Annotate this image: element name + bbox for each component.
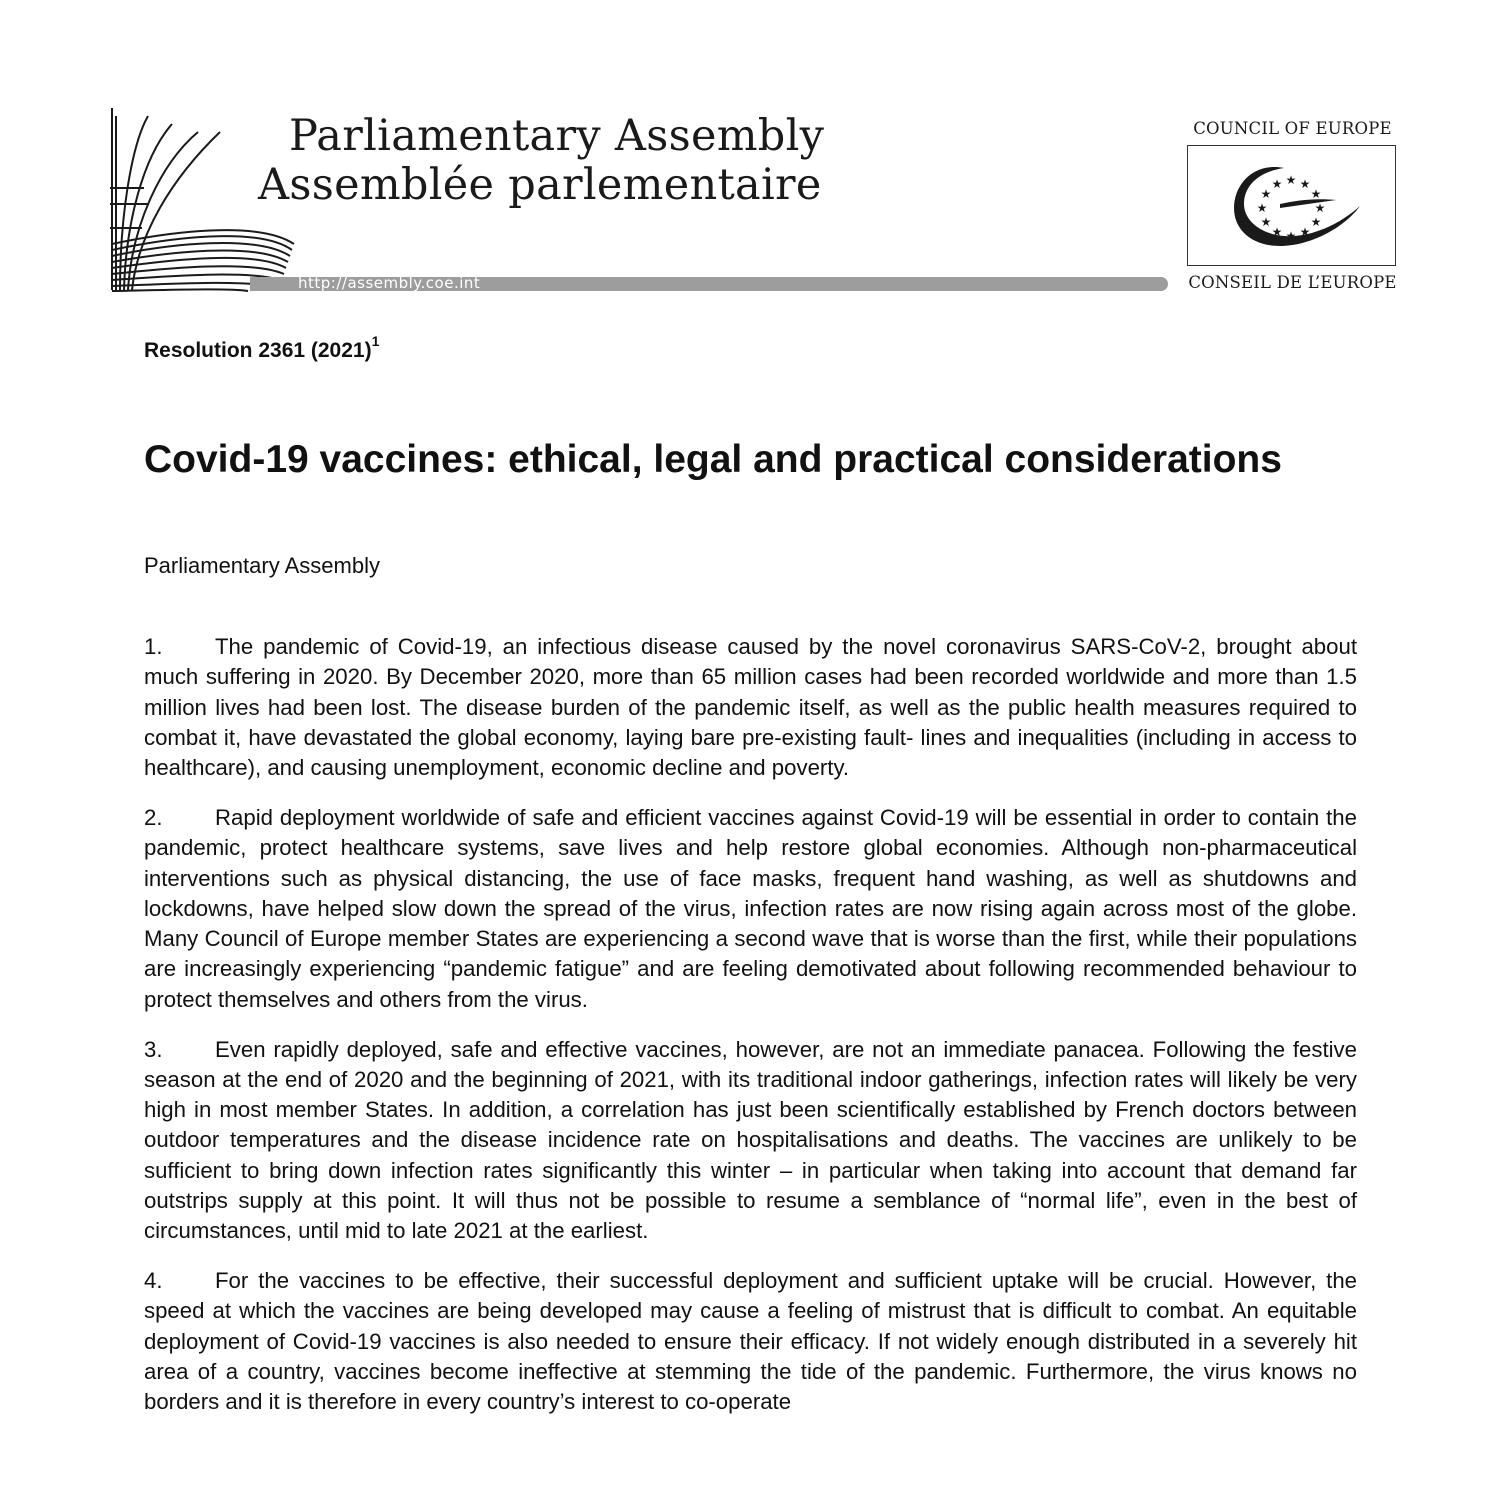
assembly-url: http://assembly.coe.int xyxy=(298,274,481,292)
paragraph-number: 2. xyxy=(144,804,163,830)
svg-text:★: ★ xyxy=(1260,215,1272,229)
svg-text:★: ★ xyxy=(1285,229,1297,243)
svg-text:★: ★ xyxy=(1299,177,1311,191)
resolution-label: Resolution 2361 (2021) xyxy=(144,339,372,362)
paragraph xyxy=(144,632,1357,783)
author: Parliamentary Assembly xyxy=(144,553,380,578)
svg-text:★: ★ xyxy=(1271,225,1283,239)
coe-name-fr: CONSEIL DE L’EUROPE xyxy=(1188,273,1397,292)
letterhead xyxy=(0,0,1500,310)
assembly-name-fr: Assemblée parlementaire xyxy=(258,160,822,210)
svg-text:★: ★ xyxy=(1285,173,1297,187)
paragraph xyxy=(144,1035,1357,1247)
paragraph-number: 1. xyxy=(144,634,163,659)
svg-text:★: ★ xyxy=(1260,187,1272,201)
paragraph-number: 4. xyxy=(144,1268,163,1294)
document-body xyxy=(144,632,1357,1437)
paragraph-number: 3. xyxy=(144,1036,163,1062)
coe-name-en: COUNCIL OF EUROPE xyxy=(1193,119,1392,138)
coe-emblem-icon xyxy=(1188,146,1394,264)
paragraph-text: Even rapidly deployed, safe and effective vaccines, however, are not an immediate panacea. Following the festive season at the end of 2020 and the beginning of 2021, with its traditional indoor gatherings, infection rates will likely be very high in most member States. In addition, a correlation has just been scientifically established by French doctors between outdoor temperatures and the disease incidence rate on hospitalisations and deaths. The vaccines are unlikely to be sufficient to bring down infection rates significantly this winter – in particular when taking into account that demand far outstrips supply at this point. It will thus not be possible to resume a semblance of “normal life”, even in the best of circumstances, until mid to late 2021 at the earliest. xyxy=(144,1036,1357,1244)
paragraph xyxy=(144,1266,1357,1417)
assembly-name xyxy=(258,112,824,210)
footnote-ref[interactable]: 1 xyxy=(371,333,380,349)
resolution-number xyxy=(144,333,380,363)
assembly-name-en: Parliamentary Assembly xyxy=(289,111,825,161)
svg-text:★: ★ xyxy=(1271,177,1283,191)
paragraph xyxy=(144,803,1357,1015)
paragraph-text: Rapid deployment worldwide of safe and efficient vaccines against Covid-19 will be essential in order to contain the pandemic, protect healthcare systems, save lives and help restore global economies. Although non-pharmaceutical interventions such as physical distancing, the use of face masks, frequent hand washing, as well as shutdowns and lockdowns, have helped slow down the spread of the virus, infection rates are now rising again across most of the globe. Many Council of Europe member States are experiencing a second wave that is worse than the first, while their populations are increasingly experiencing “pandemic fatigue” and are feeling demotivated about following recommended behaviour to protect themselves and others from the virus. xyxy=(144,804,1357,1012)
svg-text:★: ★ xyxy=(1256,201,1268,215)
svg-text:★: ★ xyxy=(1299,225,1311,239)
svg-text:★: ★ xyxy=(1314,201,1326,215)
paragraph-text: The pandemic of Covid-19, an infectious disease caused by the novel coronavirus SARS-CoV-2, brought about much suffering in 2020. By December 2020, more than 65 million cases had been recorded worldwide and more than 1.5 million lives had been lost. The disease burden of the pandemic itself, as well as the public health measures required to combat it, have devastated the global economy, laying bare pre-existing fault- lines and inequalities (including in access to healthcare), and causing unemployment, economic decline and poverty. xyxy=(144,634,1357,781)
svg-text:★: ★ xyxy=(1310,187,1322,201)
coe-logo-frame xyxy=(1187,145,1396,266)
svg-text:★: ★ xyxy=(1310,215,1322,229)
page-title: Covid-19 vaccines: ethical, legal and practical considerations xyxy=(144,438,1282,481)
paragraph-text: For the vaccines to be effective, their successful deployment and sufficient uptake will be crucial. However, the speed at which the vaccines are being developed may cause a feeling of mistrust that is difficult to combat. An equitable deployment of Covid-19 vaccines is also needed to ensure their efficacy. If not widely enough distributed in a severely hit area of a country, vaccines become ineffective at stemming the tide of the pandemic. Furthermore, the virus knows no borders and it is therefore in every country’s interest to co-operate xyxy=(144,1268,1357,1415)
